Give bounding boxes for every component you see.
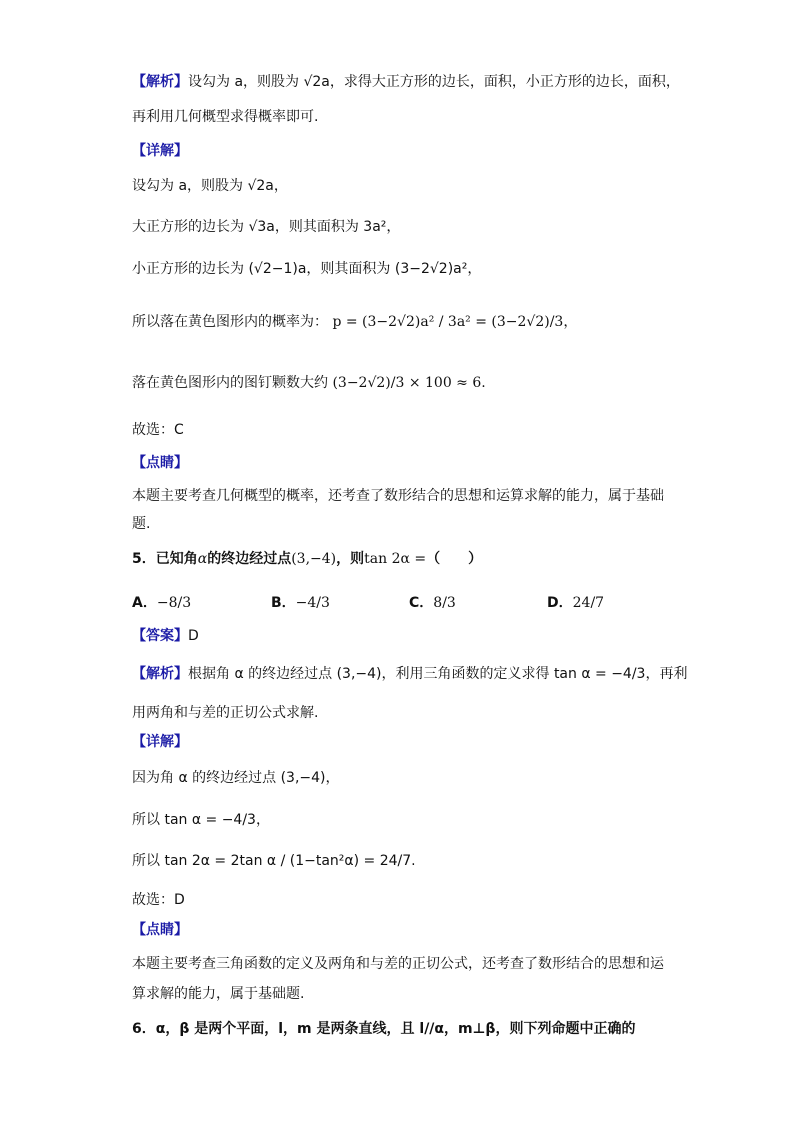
q4-analysis-line-2: 再利用几何概型求得概率即可. [132,109,319,125]
q5-stem-mid: 的终边经过点 [207,551,292,567]
q5-answer-line [132,626,199,646]
q4-count-formula: (3−2√2)/3 × 100 ≈ 6. [332,375,486,391]
q4-detail-3: 小正方形的边长为 (√2−1)a，则其面积为 (3−2√2)a²， [132,261,482,277]
q5-comment-2: 算求解的能力，属于基础题. [132,986,305,1002]
q5-answer: D [188,628,199,644]
analysis-tag: 【解析】 [132,74,188,90]
q5-stem-point: (3,−4) [291,551,337,567]
q5-stem-suffix: ，则 [336,551,365,567]
q5-option-d [547,592,604,612]
q5-detail-3: 所以 tan 2α = 2tan α / (1−tan²α) = 24/7. [132,853,416,869]
q4-probability-formula: p = (3−2√2)a² / 3a² = (3−2√2)/3， [332,314,578,330]
q4-choice: 故选：C [132,422,184,438]
q5-choice: 故选：D [132,892,185,908]
option-label: D． [547,595,573,611]
q4-analysis-text-1: 设勾为 a，则股为 √2a，求得大正方形的边长，面积，小正方形的边长，面积， [188,74,680,90]
q4-comment-2: 题. [132,516,151,532]
option-value: 24/7 [572,595,605,611]
q4-comment-1: 本题主要考查几何概型的概率，还考查了数形结合的思想和运算求解的能力，属于基础 [132,488,664,504]
q5-option-c [409,592,456,612]
option-value: −8/3 [156,595,192,611]
q5-detail-1: 因为角 α 的终边经过点 (3,−4)， [132,770,340,786]
detail-tag: 【详解】 [132,734,188,750]
q4-detail-5-prefix: 落在黄色图形内的图钉颗数大约 [132,375,328,391]
q4-detail-4-prefix: 所以落在黄色图形内的概率为： [132,314,328,330]
comment-tag: 【点睛】 [132,455,188,471]
option-value: 8/3 [433,595,456,611]
comment-tag: 【点睛】 [132,922,188,938]
alpha-symbol: α [197,551,208,567]
detail-tag: 【详解】 [132,143,188,159]
option-value: −4/3 [295,595,330,611]
q4-detail-2: 大正方形的边长为 √3a，则其面积为 3a²， [132,219,401,235]
option-label: A． [132,595,157,611]
answer-tag: 【答案】 [132,628,188,644]
q5-analysis-line-1 [132,664,687,684]
q6-stem: 6．α，β 是两个平面，l，m 是两条直线，且 l//α，m⊥β，则下列命题中正确的 [132,1021,636,1037]
q5-stem-prefix: 5．已知角 [132,551,198,567]
q5-stem-expr: tan 2α = [364,551,427,567]
q5-option-b [271,592,330,612]
q5-stem [132,549,482,569]
analysis-tag: 【解析】 [132,666,188,682]
q4-detail-5 [132,373,486,393]
q5-analysis-text-1: 根据角 α 的终边经过点 (3,−4)，利用三角函数的定义求得 tan α = −4/3，再利 [188,666,688,682]
option-label: B． [271,595,296,611]
q4-analysis-line-1 [132,72,680,92]
option-label: C． [409,595,434,611]
q5-option-a [132,592,191,612]
q5-detail-2: 所以 tan α = −4/3， [132,812,270,828]
q5-comment-1: 本题主要考查三角函数的定义及两角和与差的正切公式，还考查了数形结合的思想和运 [132,956,664,972]
q5-analysis-line-2: 用两角和与差的正切公式求解. [132,705,319,721]
q4-detail-1: 设勾为 a，则股为 √2a， [132,178,288,194]
q4-detail-4 [132,312,577,332]
q5-stem-blank: （ ） [426,551,483,567]
